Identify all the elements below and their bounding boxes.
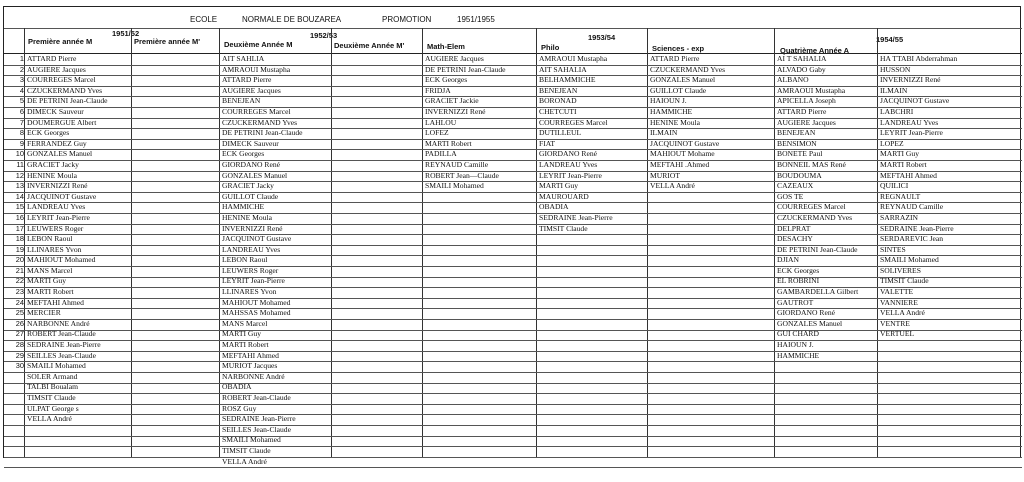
header-math-elem: Math-Elem — [427, 42, 465, 51]
row-number: 5 — [19, 96, 24, 106]
name-cell: DE PETRINI Jean-Claude — [425, 64, 506, 74]
name-cell: VANNIERE — [880, 297, 918, 307]
name-cell: GIORDANO René — [539, 149, 597, 159]
name-cell: MURIOT Jacques — [222, 361, 278, 371]
name-cell: PADILLA — [425, 149, 457, 159]
row-line — [4, 457, 1022, 458]
name-cell: AIT SAHALIA — [539, 64, 587, 74]
row-number: 26 — [15, 318, 24, 328]
name-cell: SERDAREVIC Jean — [880, 234, 944, 244]
name-cell: GIORDANO René — [777, 308, 835, 318]
name-cell: ECK Georges — [27, 128, 70, 138]
row-number: 9 — [19, 138, 24, 148]
name-cell: CZUCKERMAND Yves — [777, 212, 853, 222]
name-cell: COURREGES Marcel — [539, 117, 608, 127]
name-cell: MAHSSAS Mohamed — [222, 308, 291, 318]
name-cell: LAHLOU — [425, 117, 457, 127]
name-cell: LLINARES Yvon — [222, 287, 277, 297]
name-cell: TALBI Boualam — [27, 382, 79, 392]
name-cell: ULPAT George s — [27, 403, 79, 413]
name-cell: LANDREAU Yves — [539, 159, 598, 169]
name-cell: LABCHRI — [880, 106, 914, 116]
name-cell: MEFTAHI Ahmed — [222, 350, 279, 360]
title-school-name: NORMALE DE BOUZAREA — [242, 15, 342, 24]
name-cell: AMRAOUI Mustapha — [222, 64, 291, 74]
name-cell: JACQUINOT Gustave — [222, 234, 292, 244]
row-number: 24 — [15, 297, 24, 307]
name-cell: MARTI Robert — [425, 138, 472, 148]
name-cell: SINTES — [880, 244, 906, 254]
row-number: 30 — [15, 361, 24, 371]
row-number: 12 — [15, 170, 24, 180]
row-number: 7 — [19, 117, 24, 127]
row-number: 8 — [19, 128, 24, 138]
name-cell: MEFTAHI Ahmed — [27, 297, 84, 307]
name-cell: ECK Georges — [777, 265, 820, 275]
name-cell: MARTI Robert — [880, 159, 927, 169]
name-cell: MEFTAHI Ahmed — [880, 170, 937, 180]
col-math-elem — [423, 54, 535, 192]
name-cell: GAMBARDELLA Gilbert — [777, 287, 859, 297]
name-cell: SOLIVERES — [880, 265, 921, 275]
name-cell: QUILICI — [880, 181, 909, 191]
row-line — [4, 414, 1022, 415]
row-line — [4, 467, 1022, 468]
name-cell: TIMSIT Claude — [222, 445, 271, 455]
year-1951-52: 1951/52 — [112, 29, 140, 38]
header-philo: Philo — [541, 43, 560, 52]
name-cell: ROBERT Jean-Claude — [222, 393, 291, 402]
row-number: 27 — [15, 329, 24, 339]
name-cell: ECK Georges — [425, 75, 468, 85]
year-1952-53: 1952/53 — [310, 31, 338, 40]
name-cell: LEBON Raoul — [222, 255, 268, 265]
header-quatrieme-a: Quatrième Année A — [780, 46, 850, 55]
name-cell: JACQUINOT Gustave — [650, 138, 720, 148]
name-cell: HUSSON — [880, 64, 911, 74]
name-cell: VERTUEL — [880, 329, 915, 339]
name-cell: VELLA André — [27, 414, 72, 424]
name-cell: LEYRIT Jean-Pierre — [880, 128, 943, 138]
name-cell: CZUCKERMAND Yves — [27, 85, 103, 95]
name-cell: DIMECK Sauveur — [222, 138, 279, 148]
name-cell: MANS Marcel — [27, 265, 73, 275]
name-cell: NARBONNE André — [27, 318, 90, 328]
name-cell: ATTARD Pierre — [650, 54, 700, 63]
row-number: 10 — [15, 149, 24, 159]
name-cell: COURREGES Marcel — [222, 106, 291, 116]
header-rule — [4, 28, 1022, 29]
name-cell: ECK Georges — [222, 149, 265, 159]
name-cell: VENTRE — [880, 318, 910, 328]
col-quatrieme-b — [878, 54, 1021, 340]
name-cell: GONZALES Manuel — [222, 170, 288, 180]
name-cell: AMRAOUI Mustapha — [539, 54, 608, 63]
name-cell: GONZALES Manuel — [777, 318, 843, 328]
name-cell: GAUTROT — [777, 297, 814, 307]
name-cell: SEDRAINE Jean-Pierre — [539, 212, 613, 222]
name-cell: LANDREAU Yves — [880, 117, 939, 127]
row-number: 16 — [15, 212, 24, 222]
sheet-title — [4, 15, 1022, 27]
name-cell: SOLER Armand — [27, 371, 78, 381]
row-number: 23 — [15, 287, 24, 297]
row-line — [4, 446, 1022, 447]
name-cell: HENINE Moula — [650, 117, 700, 127]
name-cell: DUTILLEUL — [539, 128, 582, 138]
col-sciences-exp — [648, 54, 773, 192]
name-cell: DELPRAT — [777, 223, 811, 233]
row-number: 18 — [15, 234, 24, 244]
name-cell: ATTARD Pierre — [27, 54, 77, 63]
name-cell: BONETE Paul — [777, 149, 823, 159]
row-number: 13 — [15, 181, 24, 191]
name-cell: HA TTABI Abderrahman — [880, 54, 958, 63]
name-cell: HAMMICHE — [777, 350, 820, 360]
name-cell: VELLA André — [880, 308, 925, 318]
row-line — [4, 372, 1022, 373]
name-cell: TIMSIT Claude — [539, 223, 588, 233]
row-line — [4, 425, 1022, 426]
name-cell: DIMECK Sauveur — [27, 106, 84, 116]
name-cell: HENINE Moula — [27, 170, 77, 180]
name-cell: MAUROUARD — [539, 191, 589, 201]
name-cell: LEYRIT Jean-Pierre — [539, 170, 602, 180]
title-promotion: PROMOTION — [382, 15, 432, 24]
name-cell: CZUCKERMAND Yves — [650, 64, 726, 74]
name-cell: BOUDOUMA — [777, 170, 822, 180]
header-deuxieme-m-prime: Deuxième Année M' — [334, 41, 405, 50]
name-cell: DE PETRINI Jean-Claude — [222, 128, 303, 138]
name-cell: FIAT — [539, 138, 556, 148]
header-sciences-exp: Sciences - exp — [652, 44, 705, 53]
name-cell: SEDRAINE Jean-Pierre — [222, 414, 296, 424]
name-cell: GOS TE — [777, 191, 804, 201]
row-number: 22 — [15, 276, 24, 286]
name-cell: VELLA André — [222, 456, 267, 466]
name-cell: SEILLES Jean-Claude — [222, 424, 291, 434]
col-premiere-m — [25, 54, 130, 425]
name-cell: GONZALES Manuel — [650, 75, 716, 85]
name-cell: MAHIOUT Mohame — [650, 149, 715, 159]
name-cell: COURREGES Marcel — [27, 75, 96, 85]
row-number: 21 — [15, 265, 24, 275]
name-cell: HAMMICHE — [222, 202, 265, 212]
name-cell: MEFTAHI .Ahmed — [650, 159, 710, 169]
name-cell: APICELLA Joseph — [777, 96, 836, 106]
name-cell: HAIOUN J. — [650, 96, 687, 106]
name-cell: ATTARD Pierre — [777, 106, 827, 116]
name-cell: ALVADO Gaby — [777, 64, 826, 74]
name-cell: GRACIET Jacky — [27, 159, 79, 169]
name-cell: MARTI Guy — [880, 149, 919, 159]
row-number: 2 — [19, 64, 24, 74]
name-cell: MARTI Guy — [539, 181, 578, 191]
name-cell: ROSZ Guy — [222, 403, 257, 413]
name-cell: MANS Marcel — [222, 318, 268, 328]
name-cell: GUI CHARD — [777, 329, 819, 339]
name-cell: GRACIET Jackie — [425, 96, 479, 106]
name-cell: ROBERT Jean-Claude — [27, 329, 96, 339]
name-cell: GUILLOT Claude — [222, 191, 279, 201]
col-philo — [537, 54, 646, 234]
row-number: 19 — [15, 244, 24, 254]
name-cell: REYNAUD Camille — [880, 202, 944, 212]
name-cell: LOPEZ — [880, 138, 904, 148]
col-deuxieme-m — [220, 54, 330, 467]
name-cell: MARTI Robert — [27, 287, 74, 297]
promotion-sheet — [3, 6, 1021, 466]
header-premiere-m: Première année M — [28, 37, 93, 46]
name-cell: BENEJEAN — [222, 96, 261, 106]
name-cell: AI T SAHALIA — [777, 54, 827, 63]
name-cell: MURIOT — [650, 170, 680, 180]
row-number: 20 — [15, 255, 24, 265]
row-line — [4, 361, 1022, 362]
row-number: 15 — [15, 202, 24, 212]
name-cell: SARRAZIN — [880, 212, 918, 222]
name-cell: SMAILI Mohamed — [425, 181, 484, 191]
name-cell: LOFEZ — [425, 128, 449, 138]
name-cell: BENEJEAN — [777, 128, 816, 138]
name-cell: VELLA André — [650, 181, 695, 191]
name-cell: FRIDJA — [425, 85, 451, 95]
row-number: 3 — [19, 75, 24, 85]
name-cell: DOUMERGUE Albert — [27, 117, 97, 127]
name-cell: TIMSIT Claude — [880, 276, 929, 286]
year-1953-54: 1953/54 — [588, 33, 616, 42]
name-cell: INVERNIZZI René — [425, 106, 486, 116]
name-cell: SMAILI Mohamed — [880, 255, 939, 265]
row-line — [4, 404, 1022, 405]
name-cell: BENSIMON — [777, 138, 817, 148]
name-cell: TIMSIT Claude — [27, 393, 76, 402]
name-cell: ILMAIN — [880, 85, 908, 95]
name-cell: COURREGES Marcel — [777, 202, 846, 212]
name-cell: JACQUINOT Gustave — [27, 191, 97, 201]
row-number: 29 — [15, 350, 24, 360]
name-cell: MARTI Guy — [27, 276, 66, 286]
name-cell: AMRAOUI Mustapha — [777, 85, 846, 95]
name-cell: GRACIET Jacky — [222, 181, 274, 191]
row-line — [4, 393, 1022, 394]
name-cell: INVERNIZZI René — [27, 181, 88, 191]
name-cell: GIORDANO René — [222, 159, 280, 169]
name-cell: LEUWERS Roger — [222, 265, 279, 275]
name-cell: OBADIA — [222, 382, 252, 392]
name-cell: FERRANDEZ Guy — [27, 138, 87, 148]
name-cell: LLINARES Yvon — [27, 244, 82, 254]
name-cell: SMAILI Mohamed — [222, 435, 281, 445]
name-cell: AUGIERE Jacques — [777, 117, 836, 127]
name-cell: LEBON Raoul — [27, 234, 73, 244]
row-number: 1 — [19, 54, 24, 63]
name-cell: CZUCKERMAND Yves — [222, 117, 298, 127]
year-1954-55: 1954/55 — [876, 35, 904, 44]
name-cell: ILMAIN — [650, 128, 678, 138]
row-number: 6 — [19, 106, 24, 116]
name-cell: AUGIERE Jacques — [27, 64, 86, 74]
name-cell: REYNAUD Camille — [425, 159, 489, 169]
name-cell: SMAILI Mohamed — [27, 361, 86, 371]
name-cell: DE PETRINI Jean-Claude — [777, 244, 858, 254]
name-cell: EL ROBRINI — [777, 276, 820, 286]
row-number: 17 — [15, 223, 24, 233]
header-deuxieme-m: Deuxième Année M — [224, 40, 293, 49]
name-cell: NARBONNE André — [222, 371, 285, 381]
name-cell: DE PETRINI Jean-Claude — [27, 96, 108, 106]
row-line — [4, 383, 1022, 384]
name-cell: VALETTE — [880, 287, 914, 297]
name-cell: AUGIERE Jacques — [425, 54, 484, 63]
name-cell: BONNEIL MAS René — [777, 159, 846, 169]
name-cell: BELHAMMICHE — [539, 75, 596, 85]
name-cell: DESACHY — [777, 234, 813, 244]
row-number: 4 — [19, 85, 24, 95]
name-cell: CHETCUTI — [539, 106, 577, 116]
name-cell: BENEJEAN — [539, 85, 578, 95]
header-premiere-m-prime: Première année M' — [134, 37, 200, 46]
title-ecole: ECOLE — [190, 15, 218, 24]
name-cell: LANDREAU Yves — [222, 244, 281, 254]
name-cell: MARTI Robert — [222, 340, 269, 350]
name-cell: AIT SAHLIA — [222, 54, 265, 63]
name-cell: DJIAN — [777, 255, 799, 265]
name-cell: HAMMICHE — [650, 106, 693, 116]
name-cell: MAHIOUT Mohamed — [222, 297, 291, 307]
name-cell: INVERNIZZI René — [222, 223, 283, 233]
col-quatrieme-a — [775, 54, 876, 361]
name-cell: MAHIOUT Mohamed — [27, 255, 96, 265]
row-numbers — [10, 54, 24, 372]
title-years: 1951/1955 — [457, 15, 495, 24]
name-cell: HENINE Moula — [222, 212, 272, 222]
name-cell: SEDRAINE Jean-Pierre — [27, 340, 101, 350]
name-cell: CAZEAUX — [777, 181, 814, 191]
name-cell: JACQUINOT Gustave — [880, 96, 950, 106]
name-cell: SEDRAINE Jean-Pierre — [880, 223, 954, 233]
name-cell: ALBANO — [777, 75, 809, 85]
row-number: 14 — [15, 191, 24, 201]
name-cell: LEYRIT Jean-Pierre — [27, 212, 90, 222]
name-cell: ROBERT Jean—Claude — [425, 170, 499, 180]
name-cell: AUGIERE Jacques — [222, 85, 281, 95]
name-cell: MARTI Guy — [222, 329, 261, 339]
name-cell: LEYRIT Jean-Pierre — [222, 276, 285, 286]
name-cell: ATTARD Pierre — [222, 75, 272, 85]
row-line — [4, 436, 1022, 437]
name-cell: GONZALES Manuel — [27, 149, 93, 159]
name-cell: OBADIA — [539, 202, 569, 212]
row-number: 11 — [16, 159, 24, 169]
row-number: 25 — [15, 308, 24, 318]
name-cell: LANDREAU Yves — [27, 202, 86, 212]
name-cell: SEILLES Jean-Claude — [27, 350, 96, 360]
name-cell: BORONAD — [539, 96, 577, 106]
name-cell: HAIOUN J. — [777, 340, 814, 350]
name-cell: LEUWERS Roger — [27, 223, 84, 233]
name-cell: MERCIER — [27, 308, 61, 318]
name-cell: REGNAULT — [880, 191, 921, 201]
name-cell: GUILLOT Claude — [650, 85, 707, 95]
name-cell: INVERNIZZI René — [880, 75, 941, 85]
row-number: 28 — [15, 340, 24, 350]
